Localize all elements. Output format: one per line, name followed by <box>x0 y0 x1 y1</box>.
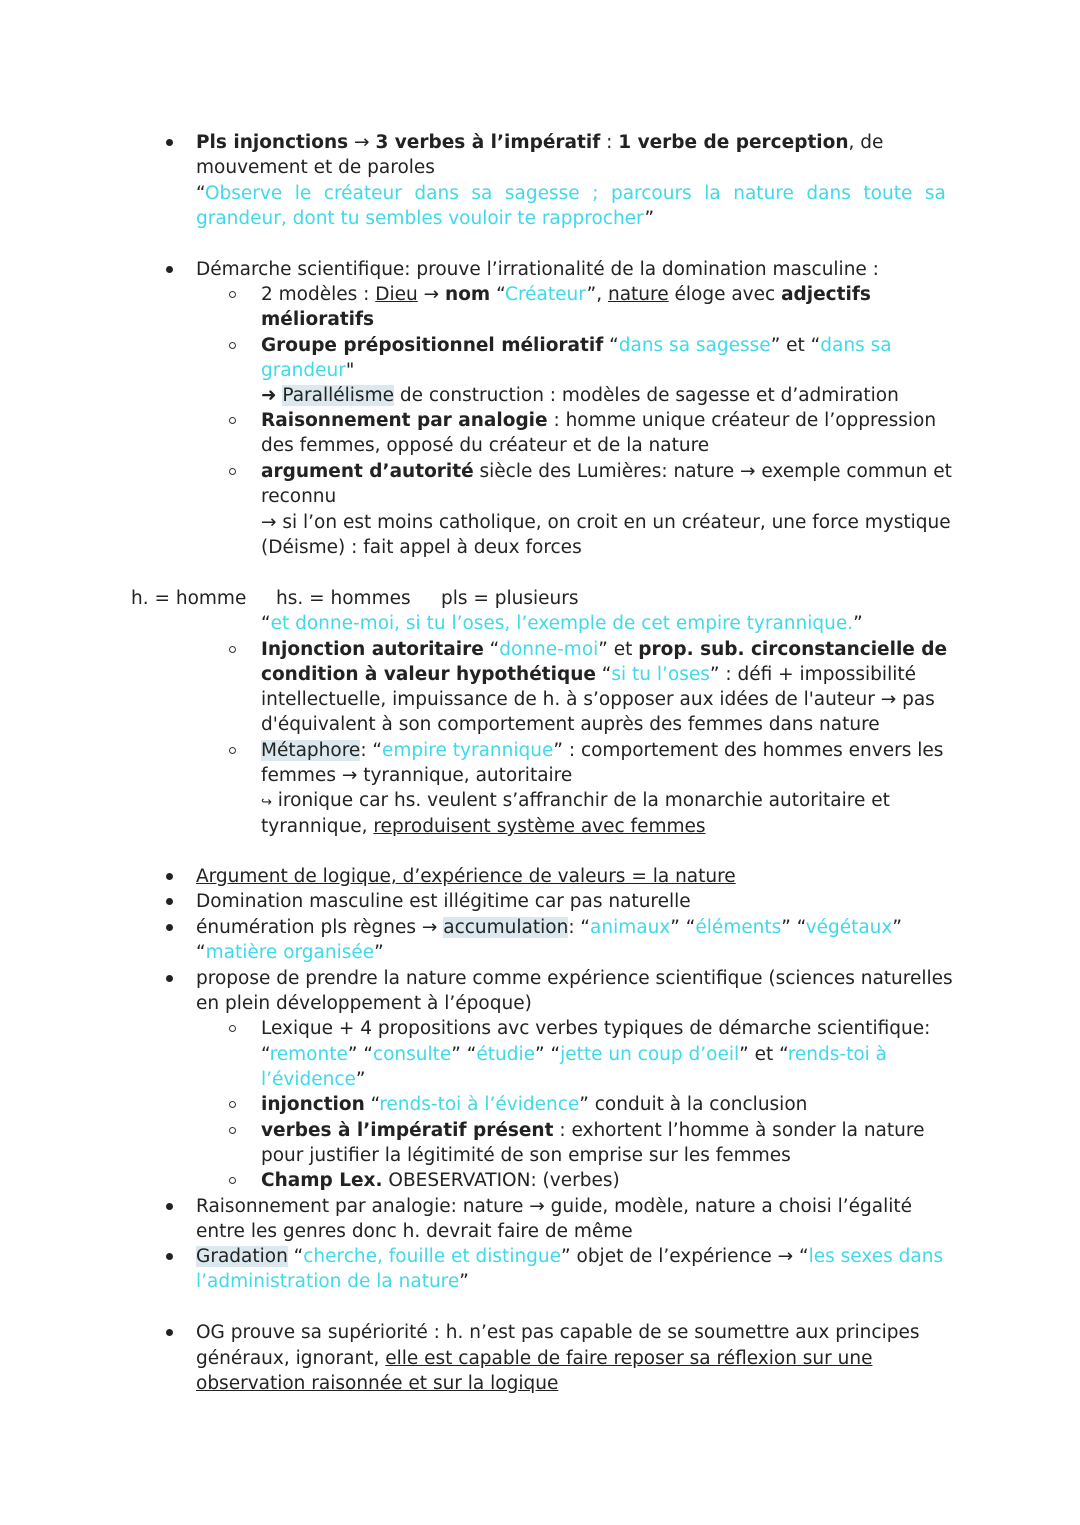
quote-mark: “ <box>603 335 619 356</box>
text-line <box>196 991 532 1016</box>
text: pour justifier la légitimité de son emprise sur les femmes <box>261 1145 791 1166</box>
text: énumération pls règnes → <box>196 917 444 938</box>
text: 2 modèles : <box>261 284 376 305</box>
text: ” : comportement des hommes envers les <box>553 740 944 761</box>
text: OBESERVATION: (verbes) <box>382 1170 620 1191</box>
quote-mark: ” <box>853 613 863 634</box>
quote-word: sa <box>924 183 946 204</box>
quote-mark: “ <box>490 284 506 305</box>
quote-text: éléments <box>695 917 782 938</box>
quote-word: créateur <box>323 183 402 204</box>
abbr-hommes <box>276 586 411 611</box>
bold-text: Raisonnement par analogie <box>261 410 548 431</box>
sub-bullet <box>229 291 236 298</box>
text: h. = homme <box>131 588 247 609</box>
text-line <box>261 687 935 712</box>
text: propose de prendre la nature comme expérience scientifique (sciences naturelles <box>196 968 953 989</box>
highlighted-text: Gradation <box>196 1246 288 1267</box>
quote-text: remonte <box>269 1044 348 1065</box>
bold-text: argument d’autorité <box>261 461 474 482</box>
quote-text: et donne-moi, si tu l’oses, l’exemple de cet empire tyrannique. <box>270 613 854 634</box>
quote-word: la <box>704 183 721 204</box>
bold-text: Champ Lex. <box>261 1170 383 1191</box>
text-line <box>261 788 890 813</box>
quote-mark: ” “ <box>781 917 806 938</box>
bold-text: Groupe prépositionnel mélioratif <box>261 335 604 356</box>
text: de construction : modèles de sagesse et d’admiration <box>393 385 899 406</box>
quote-mark: ” <box>459 1271 469 1292</box>
arrow: → <box>354 132 370 153</box>
text-line <box>196 1194 912 1219</box>
bullet <box>166 1253 173 1260</box>
quote-text: si tu l’oses <box>611 664 710 685</box>
sub-bullet <box>229 747 236 754</box>
quote-text: l’évidence <box>261 1069 356 1090</box>
text-line <box>196 940 384 965</box>
text: ” et <box>598 639 639 660</box>
bold-text: nom <box>445 284 491 305</box>
bold-text: prop. sub. circonstancielle de <box>638 639 948 660</box>
quote-mark: “ <box>196 183 205 204</box>
text-line <box>261 282 871 307</box>
text-line <box>196 889 691 914</box>
text: mouvement et de paroles <box>196 157 435 178</box>
text: ” et “ <box>770 335 821 356</box>
quote-text: jette un coup d’oeil <box>560 1044 740 1065</box>
text: intellectuelle, impuissance de h. à s’opposer aux idées de l'auteur → pas <box>261 689 935 710</box>
text: ” et “ <box>739 1044 788 1065</box>
text-line <box>196 1371 558 1396</box>
text: pls = plusieurs <box>441 588 579 609</box>
text: siècle des Lumières: nature → exemple commun et <box>473 461 952 482</box>
highlighted-text: accumulation <box>443 917 569 938</box>
quote-text: rends-toi à <box>787 1044 887 1065</box>
bullet <box>166 1329 173 1336</box>
underlined-text: nature <box>607 284 669 305</box>
quote-mark: “ <box>261 613 271 634</box>
quote-mark: ” <box>892 917 902 938</box>
quote-mark: ” <box>374 942 384 963</box>
quote-mark: “ <box>261 1044 270 1065</box>
sub-bullet <box>229 468 236 475</box>
text-line <box>261 535 582 560</box>
highlighted-text: Métaphore <box>261 740 361 761</box>
quote-text: dans sa <box>820 335 892 356</box>
text: ” objet de l’expérience → “ <box>561 1246 809 1267</box>
text: : exhortent l’homme à sonder la nature <box>553 1120 925 1141</box>
text-line <box>196 257 879 282</box>
text-line <box>261 738 943 763</box>
text-line <box>261 1143 791 1168</box>
quote-text: grandeur <box>261 360 346 381</box>
text: femmes → tyrannique, autoritaire <box>261 765 573 786</box>
underlined-text: observation raisonnée et sur la logique <box>196 1373 559 1394</box>
quote-word: le <box>294 183 312 204</box>
text-line <box>196 1244 943 1269</box>
text-line <box>261 662 916 687</box>
quote-mark: ” “ <box>535 1044 561 1065</box>
text-line <box>261 763 572 788</box>
sub-bullet <box>229 1101 236 1108</box>
quote-text: dans sa sagesse <box>618 335 771 356</box>
return-arrow-icon: ↪ <box>261 795 272 810</box>
text-line <box>261 1067 366 1092</box>
sub-bullet <box>229 1177 236 1184</box>
text: en plein développement à l’époque) <box>196 993 532 1014</box>
text: entre les genres donc h. devrait faire de même <box>196 1221 633 1242</box>
quote-mark: " <box>345 360 355 381</box>
quote-word: toute <box>863 183 913 204</box>
text: d'équivalent à son comportement auprès des femmes dans nature <box>261 714 880 735</box>
bullet <box>166 1203 173 1210</box>
bullet <box>166 924 173 931</box>
quote-word <box>196 181 282 206</box>
text-line <box>196 966 953 991</box>
arrow: → <box>417 284 446 305</box>
quote-text: les sexes dans <box>808 1246 944 1267</box>
sub-bullet <box>229 646 236 653</box>
sub-bullet <box>229 417 236 424</box>
text-line <box>261 333 892 358</box>
quote-text: empire tyrannique <box>382 740 554 761</box>
text-line <box>261 1042 887 1067</box>
text: , de <box>848 132 884 153</box>
text: des femmes, opposé du créateur et de la nature <box>261 435 710 456</box>
quote-text: donne-moi <box>499 639 599 660</box>
sub-bullet <box>229 342 236 349</box>
bold-text: 3 verbes à l’impératif <box>375 132 601 153</box>
text: Raisonnement par analogie: nature → guide, modèle, nature a choisi l’égalité <box>196 1196 913 1217</box>
quote-mark: “ <box>483 639 500 660</box>
bullet <box>166 898 173 905</box>
text-line <box>196 1320 919 1345</box>
quote-word: nature <box>733 183 794 204</box>
text: reconnu <box>261 486 337 507</box>
quote-mark: ” “ <box>670 917 696 938</box>
text: hs. = hommes <box>276 588 411 609</box>
text: Domination masculine est illégitime car pas naturelle <box>196 891 691 912</box>
text: : homme unique créateur de l’oppression <box>547 410 937 431</box>
bullet <box>166 975 173 982</box>
text-line <box>261 510 951 535</box>
quote-word: ; <box>592 183 599 204</box>
text: ” conduit à la conclusion <box>579 1094 808 1115</box>
text-line <box>261 1092 807 1117</box>
bullet <box>166 873 173 880</box>
text-line <box>261 358 354 383</box>
text-line <box>261 459 952 484</box>
quote-text: cherche, fouille et distingue <box>303 1246 562 1267</box>
quote-line-justified <box>196 181 946 206</box>
text: généraux, ignorant, <box>196 1348 386 1369</box>
text-line <box>196 130 883 155</box>
quote-text: matière organisée <box>205 942 375 963</box>
bold-text: adjectifs <box>781 284 871 305</box>
text: tyrannique, <box>261 816 374 837</box>
text-line <box>261 1118 924 1143</box>
quote-line <box>196 206 654 231</box>
text-line <box>261 484 336 509</box>
text-line <box>196 1269 469 1294</box>
underlined-text: reproduisent système avec femmes <box>373 816 706 837</box>
quote-text: étudie <box>476 1044 535 1065</box>
quote-word: dans <box>806 183 851 204</box>
text-line <box>196 864 736 889</box>
bold-text: verbes à l’impératif présent <box>261 1120 554 1141</box>
underlined-text: Dieu <box>375 284 418 305</box>
text: ” : défi + impossibilité <box>709 664 916 685</box>
text-line <box>196 915 902 940</box>
text-line <box>261 307 374 332</box>
text-line <box>261 1168 620 1193</box>
quote-mark: ” “ <box>347 1044 373 1065</box>
sub-bullet <box>229 1025 236 1032</box>
text-line <box>261 637 947 662</box>
text: OG prouve sa supériorité : h. n’est pas capable de se soumettre aux principes <box>196 1322 920 1343</box>
heading-injonctions: Pls injonctions <box>196 132 349 153</box>
quote-line <box>261 611 863 636</box>
bold-text: condition à valeur hypothétique <box>261 664 596 685</box>
text-line <box>261 383 899 408</box>
quote-word: dans <box>414 183 459 204</box>
text-line <box>261 712 880 737</box>
bullet <box>166 266 173 273</box>
quote-mark: “ <box>287 1246 304 1267</box>
quote-word-text: Observe <box>204 183 283 204</box>
quote-mark: ” “ <box>451 1044 477 1065</box>
quote-text: animaux <box>590 917 671 938</box>
quote-mark: “ <box>364 1094 380 1115</box>
quote-mark: ” <box>355 1069 366 1090</box>
bold-text: 1 verbe de perception <box>618 132 849 153</box>
text: (Déisme) : fait appel à deux forces <box>261 537 582 558</box>
bold-text: Injonction autoritaire <box>261 639 484 660</box>
quote-mark: ”, <box>586 284 608 305</box>
quote-mark: “ <box>595 664 612 685</box>
quote-text: rends-toi à l’évidence <box>379 1094 580 1115</box>
text-line <box>261 433 709 458</box>
text: ironique car hs. veulent s’affranchir de la monarchie autoritaire et <box>271 790 890 811</box>
abbr-plusieurs <box>441 586 579 611</box>
text: Lexique + 4 propositions avc verbes typiques de démarche scientifique: <box>261 1018 931 1039</box>
bold-text: mélioratifs <box>261 309 375 330</box>
quote-word: sagesse <box>504 183 580 204</box>
section-heading: Démarche scientifique: prouve l’irrationalité de la domination masculine : <box>196 259 879 280</box>
quote-word: parcours <box>610 183 692 204</box>
quote-text: grandeur, dont tu sembles vouloir te rapprocher <box>196 208 645 229</box>
sub-bullet <box>229 1127 236 1134</box>
quote-text: végétaux <box>805 917 893 938</box>
text: → si l’on est moins catholique, on croit en un créateur, une force mystique <box>261 512 951 533</box>
abbr-homme <box>131 586 246 611</box>
quote-mark: : “ <box>568 917 591 938</box>
text: : <box>600 132 619 153</box>
quote-mark: “ <box>196 942 206 963</box>
text: éloge avec <box>668 284 782 305</box>
quote-word: sa <box>471 183 493 204</box>
underlined-text: Argument de logique, d’expérience de valeurs = la nature <box>196 866 736 887</box>
quote-text: l’administration de la nature <box>196 1271 460 1292</box>
bold-text: injonction <box>261 1094 365 1115</box>
quote-text: consulte <box>372 1044 452 1065</box>
quote-mark: ” <box>644 208 655 229</box>
text-line <box>196 1346 872 1371</box>
text-line <box>261 1016 930 1041</box>
quote-text: Créateur <box>505 284 587 305</box>
highlighted-text: Parallélisme <box>282 385 394 406</box>
text-line <box>196 1219 633 1244</box>
text-line <box>261 814 706 839</box>
bullet <box>166 139 173 146</box>
underlined-text: elle est capable de faire reposer sa réflexion sur une <box>385 1348 873 1369</box>
text-line <box>261 408 936 433</box>
quote-mark: : “ <box>360 740 383 761</box>
arrow-icon: ➜ <box>261 385 283 406</box>
text-line <box>196 155 435 180</box>
